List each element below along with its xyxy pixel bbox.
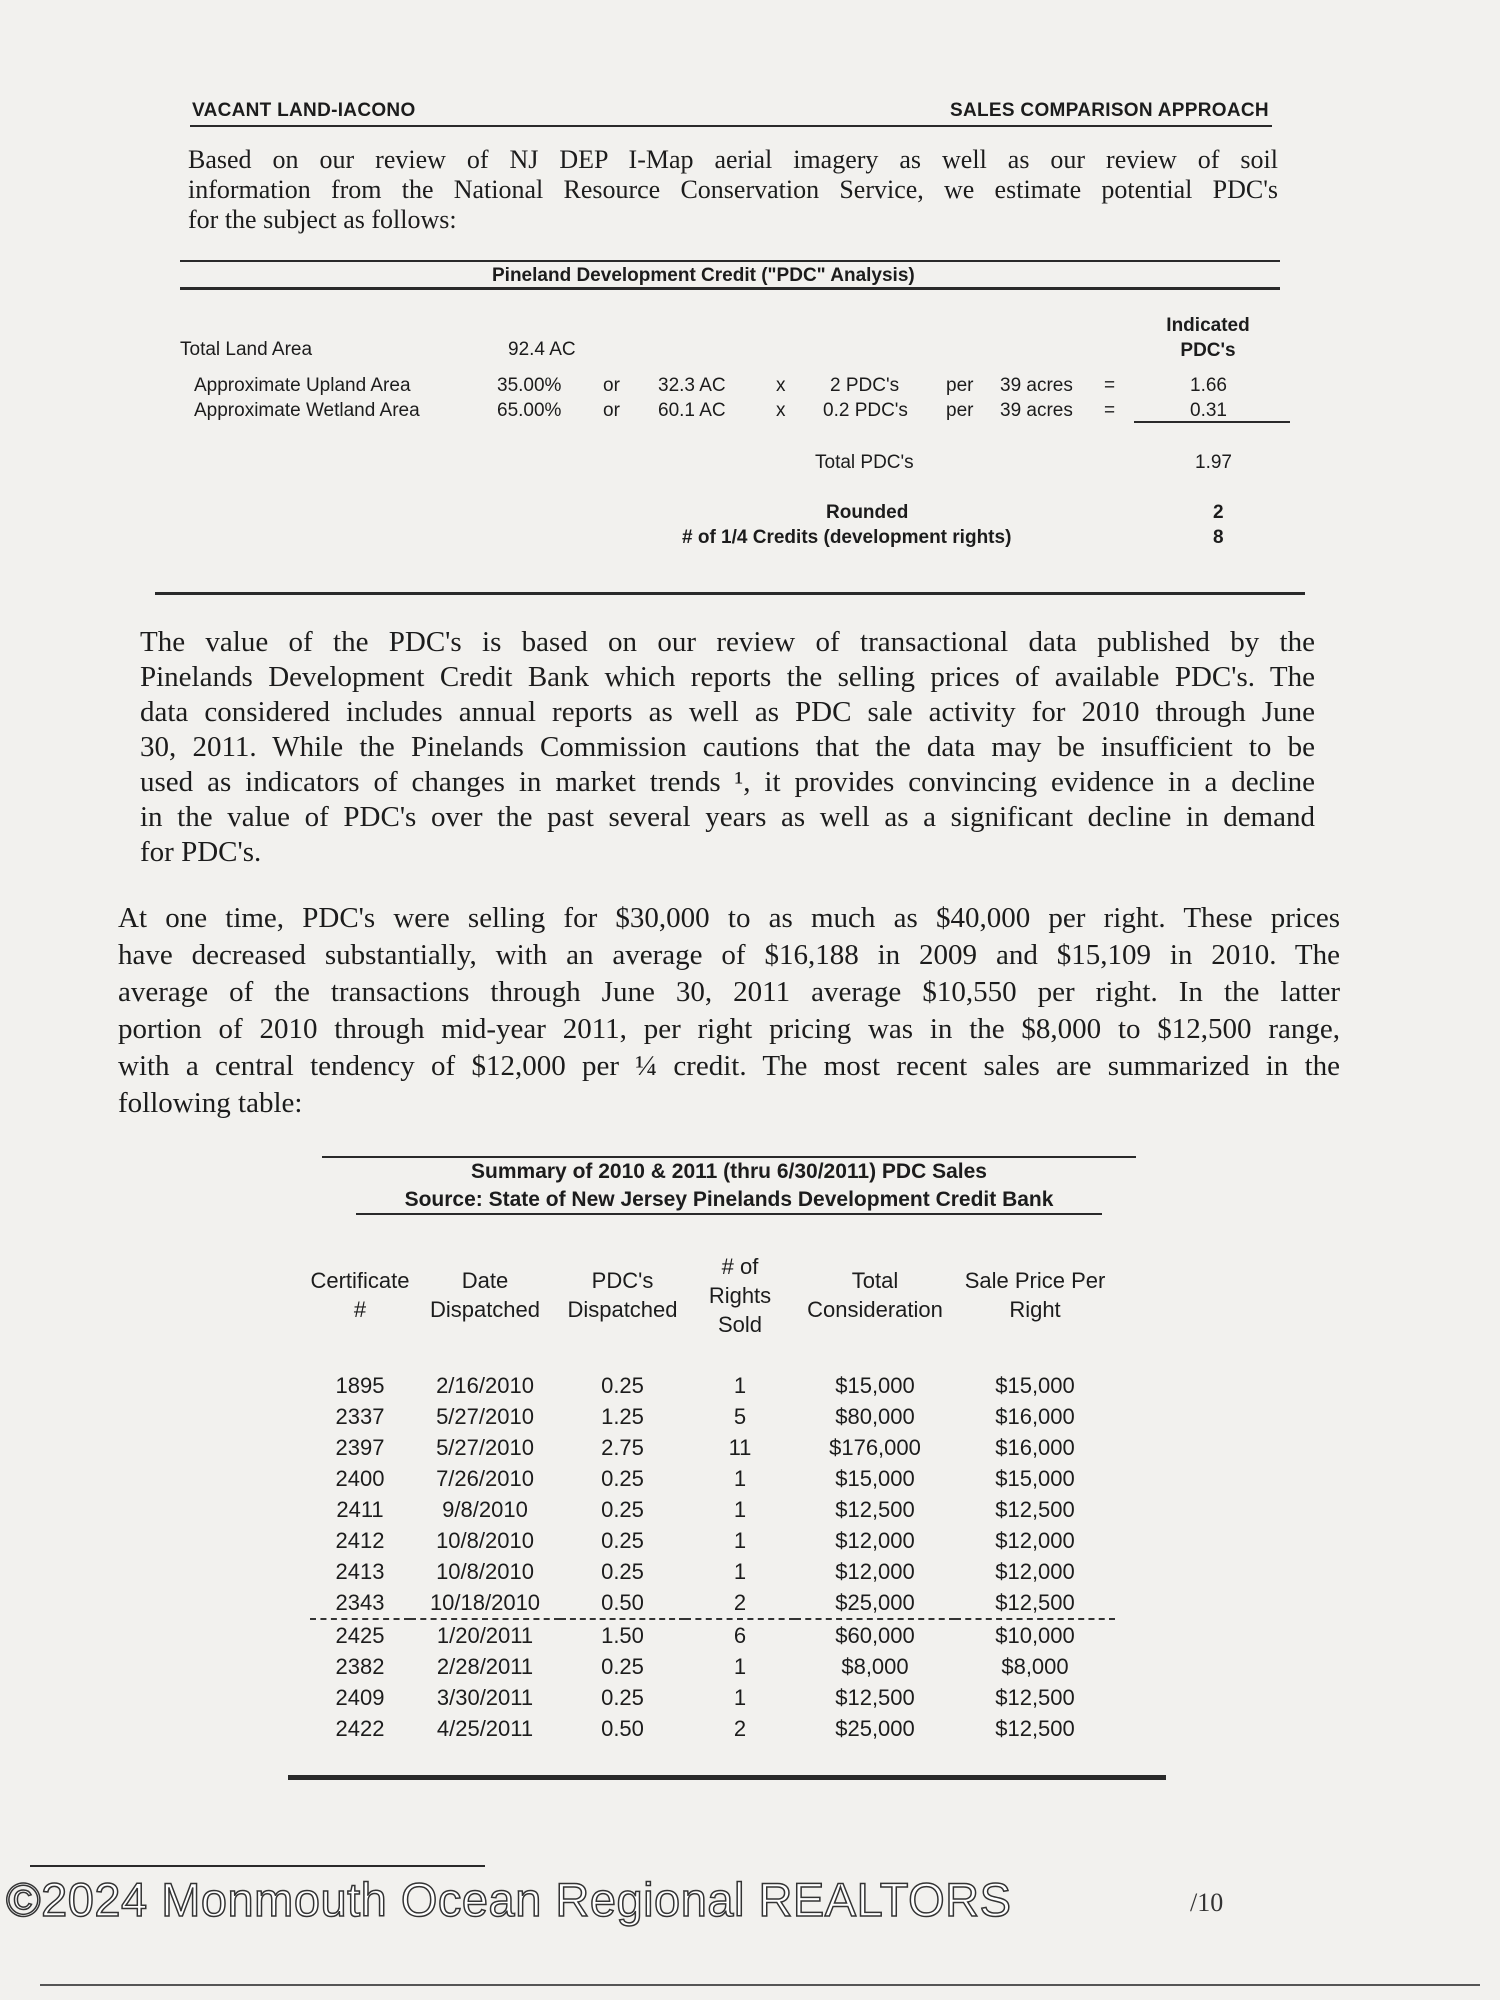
upland-rate: 2 PDC's	[830, 375, 900, 396]
cell-total: $12,500	[835, 1497, 915, 1522]
table-row	[310, 1494, 1115, 1525]
header-rule	[190, 125, 1272, 127]
cell-total: $80,000	[835, 1404, 915, 1429]
cell-total: $25,000	[795, 1587, 955, 1619]
upland-pct: 35.00%	[497, 375, 562, 396]
cell-price: $12,500	[995, 1497, 1075, 1522]
cell-rights: 1	[733, 1466, 747, 1491]
paragraph-line: with a central tendency of $12,000 per ¼ credit. The most recent sales are summarized in the	[118, 1050, 1340, 1082]
table-row	[310, 1432, 1115, 1463]
upland-or: or	[603, 375, 620, 396]
wetland-pct: 65.00%	[497, 400, 562, 421]
paragraph-line: data considered includes annual reports as well as PDC sale activity for 2010 through June	[140, 696, 1315, 728]
cell-price: $12,000	[995, 1528, 1075, 1553]
paragraph-prices	[118, 900, 1340, 1122]
cell-price: $12,000	[995, 1559, 1075, 1584]
cell-pdcs: 0.25	[601, 1685, 644, 1710]
paragraph-line: The value of the PDC's is based on our review of transactional data published by the	[140, 626, 1315, 658]
cell-price: $12,500	[995, 1685, 1075, 1710]
wetland-eq: =	[1104, 400, 1116, 421]
cell-certificate: 2422	[335, 1716, 385, 1741]
indicated-header-1: Indicated	[1166, 315, 1250, 336]
cell-rights: 11	[728, 1435, 752, 1460]
cell-pdcs: 0.25	[601, 1528, 644, 1553]
cell-pdcs: 0.25	[601, 1466, 644, 1491]
paragraph-line: portion of 2010 through mid-year 2011, per right pricing was in the $8,000 to $12,500 range,	[118, 1013, 1340, 1045]
cell-pdcs: 0.50	[601, 1716, 644, 1741]
paragraph-line: following table:	[118, 1087, 303, 1119]
cell-pdcs: 1.50	[601, 1623, 644, 1648]
cell-date: 1/20/2011	[436, 1623, 534, 1648]
cell-rights: 1	[733, 1373, 747, 1398]
upland-eq: =	[1104, 375, 1116, 396]
cell-total: $12,000	[835, 1559, 915, 1584]
wetland-per-acres: 39 acres	[1000, 400, 1073, 421]
cell-price: $12,500	[955, 1587, 1115, 1619]
cell-certificate: 2400	[335, 1466, 385, 1491]
total-pdcs-label: Total PDC's	[815, 452, 914, 473]
intro-line: Based on our review of NJ DEP I-Map aerial imagery as well as our review of soil	[188, 145, 1278, 174]
cell-date: 10/8/2010	[436, 1528, 534, 1553]
upland-result: 1.66	[1190, 375, 1227, 396]
indicated-header-2: PDC's	[1180, 340, 1236, 361]
upland-x: x	[776, 375, 786, 396]
cell-certificate: 2409	[335, 1685, 385, 1710]
col-rights: # of Rights Sold	[708, 1253, 772, 1337]
cell-rights: 2	[685, 1587, 795, 1619]
table-row	[310, 1556, 1115, 1587]
upland-per-acres: 39 acres	[1000, 375, 1073, 396]
cell-date: 9/8/2010	[442, 1497, 528, 1522]
cell-certificate: 2412	[335, 1528, 385, 1553]
cell-date: 2/28/2011	[436, 1654, 534, 1679]
result-underline	[1134, 421, 1290, 423]
wetland-label: Approximate Wetland Area	[194, 400, 420, 421]
cell-price: $8,000	[1001, 1654, 1069, 1679]
cell-total: $15,000	[835, 1466, 915, 1491]
pdc-analysis-title: Pineland Development Credit ("PDC" Analysis)	[492, 265, 915, 286]
rounded-value: 2	[1213, 502, 1224, 523]
cell-certificate: 2337	[335, 1404, 385, 1429]
total-pdcs-value: 1.97	[1195, 452, 1232, 473]
cell-rights: 1	[733, 1497, 747, 1522]
cell-certificate: 2413	[335, 1559, 385, 1584]
cell-total: $15,000	[835, 1373, 915, 1398]
table-row	[310, 1370, 1115, 1401]
paragraph-line: At one time, PDC's were selling for $30,000 to as much as $40,000 per right. These prices	[118, 902, 1340, 934]
cell-date: 7/26/2010	[436, 1466, 534, 1491]
cell-pdcs: 1.25	[601, 1404, 644, 1429]
pdc-top-rule	[180, 260, 1280, 262]
upland-acres: 32.3 AC	[658, 375, 726, 396]
paragraph-line: used as indicators of changes in market trends ¹, it provides convincing evidence in a decline	[140, 766, 1315, 798]
intro-paragraph	[188, 145, 1278, 235]
cell-date: 5/27/2010	[436, 1404, 534, 1429]
intro-line: information from the National Resource Conservation Service, we estimate potential PDC's	[188, 175, 1278, 204]
col-pdcs: PDC's Dispatched	[567, 1268, 678, 1322]
sales-bottom-rule	[288, 1775, 1166, 1780]
cell-rights: 1	[733, 1654, 747, 1679]
cell-pdcs: 0.25	[601, 1373, 644, 1398]
col-date: Date Dispatched	[429, 1268, 541, 1322]
cell-total: $12,000	[835, 1528, 915, 1553]
sales-top-rule	[322, 1156, 1136, 1158]
cell-certificate: 2411	[336, 1497, 384, 1522]
pdc-title-rule	[180, 287, 1280, 290]
cell-certificate: 2425	[335, 1623, 385, 1648]
cell-certificate: 1895	[335, 1373, 385, 1398]
credits-label: # of 1/4 Credits (development rights)	[682, 527, 1012, 548]
cell-pdcs: 0.25	[601, 1559, 644, 1584]
wetland-acres: 60.1 AC	[658, 400, 726, 421]
cell-certificate: 2397	[335, 1435, 385, 1460]
cell-date: 5/27/2010	[436, 1435, 534, 1460]
cell-price: $16,000	[995, 1435, 1075, 1460]
cell-rights: 1	[733, 1685, 747, 1710]
cell-certificate: 2343	[310, 1587, 410, 1619]
cell-rights: 6	[733, 1623, 747, 1648]
cell-rights: 2	[733, 1716, 747, 1741]
cell-rights: 5	[733, 1404, 747, 1429]
cell-rights: 1	[733, 1559, 747, 1584]
rounded-label: Rounded	[826, 502, 909, 523]
table-row	[310, 1525, 1115, 1556]
cell-price: $15,000	[995, 1466, 1075, 1491]
sales-table-title: Summary of 2010 & 2011 (thru 6/30/2011) PDC Sales	[471, 1160, 987, 1183]
table-row	[310, 1713, 1115, 1744]
wetland-result: 0.31	[1190, 400, 1227, 421]
cell-date: 10/18/2010	[410, 1587, 560, 1619]
col-certificate: Certificate #	[310, 1268, 410, 1322]
cell-price: $10,000	[995, 1623, 1075, 1648]
cell-date: 4/25/2011	[436, 1716, 534, 1741]
cell-price: $15,000	[995, 1373, 1075, 1398]
cell-pdcs: 0.50	[560, 1587, 685, 1619]
cell-rights: 1	[733, 1528, 747, 1553]
watermark: ©2024 Monmouth Ocean Regional REALTORS	[6, 1873, 1012, 1926]
paragraph-line: average of the transactions through June 30, 2011 average $10,550 per right. In the latter	[118, 976, 1340, 1008]
cell-date: 10/8/2010	[436, 1559, 534, 1584]
intro-line: for the subject as follows:	[188, 205, 457, 234]
pdc-bottom-rule	[155, 592, 1305, 595]
sales-table	[310, 1245, 1115, 1744]
paragraph-line: for PDC's.	[140, 836, 262, 868]
cell-total: $60,000	[835, 1623, 915, 1648]
table-row	[310, 1587, 1115, 1619]
header-left: VACANT LAND-IACONO	[192, 100, 416, 121]
paragraph-line: in the value of PDC's over the past several years as well as a significant decline in demand	[140, 801, 1315, 833]
cell-price: $12,500	[995, 1716, 1075, 1741]
wetland-per: per	[946, 400, 974, 421]
upland-label: Approximate Upland Area	[194, 375, 411, 396]
table-row	[310, 1651, 1115, 1682]
paragraph-line: Pinelands Development Credit Bank which reports the selling prices of available PDC's. The	[140, 661, 1315, 693]
sales-table-body	[310, 1370, 1115, 1744]
cell-price: $16,000	[995, 1404, 1075, 1429]
cell-total: $12,500	[835, 1685, 915, 1710]
sales-table-source: Source: State of New Jersey Pinelands Development Credit Bank	[404, 1188, 1054, 1211]
page-bottom-rule	[40, 1984, 1480, 1986]
cell-date: 3/30/2011	[436, 1685, 534, 1710]
wetland-or: or	[603, 400, 620, 421]
cell-certificate: 2382	[335, 1654, 385, 1679]
upland-per: per	[946, 375, 974, 396]
wetland-rate: 0.2 PDC's	[823, 400, 908, 421]
cell-total: $8,000	[841, 1654, 909, 1679]
credits-value: 8	[1213, 527, 1224, 548]
table-row	[310, 1401, 1115, 1432]
total-land-label: Total Land Area	[180, 339, 313, 360]
cell-date: 2/16/2010	[436, 1373, 534, 1398]
footnote-rule	[30, 1865, 485, 1867]
sales-title-rule	[356, 1213, 1102, 1215]
col-price: Sale Price Per Right	[964, 1268, 1106, 1322]
cell-total: $25,000	[835, 1716, 915, 1741]
table-row	[310, 1619, 1115, 1651]
paragraph-pdc-value	[140, 625, 1315, 870]
cell-pdcs: 2.75	[601, 1435, 644, 1460]
table-row	[310, 1682, 1115, 1713]
cell-total: $176,000	[829, 1435, 921, 1460]
col-total: Total Consideration	[807, 1268, 943, 1322]
footnote-fragment: /10	[1190, 1888, 1224, 1917]
header-right: SALES COMPARISON APPROACH	[950, 100, 1269, 121]
total-land-value: 92.4 AC	[508, 339, 576, 360]
wetland-x: x	[776, 400, 786, 421]
cell-pdcs: 0.25	[601, 1497, 644, 1522]
cell-pdcs: 0.25	[601, 1654, 644, 1679]
paragraph-line: 30, 2011. While the Pinelands Commission cautions that the data may be insufficient to be	[140, 731, 1315, 763]
table-row	[310, 1463, 1115, 1494]
paragraph-line: have decreased substantially, with an average of $16,188 in 2009 and $15,109 in 2010. The	[118, 939, 1340, 971]
sales-header-row	[310, 1245, 1115, 1345]
